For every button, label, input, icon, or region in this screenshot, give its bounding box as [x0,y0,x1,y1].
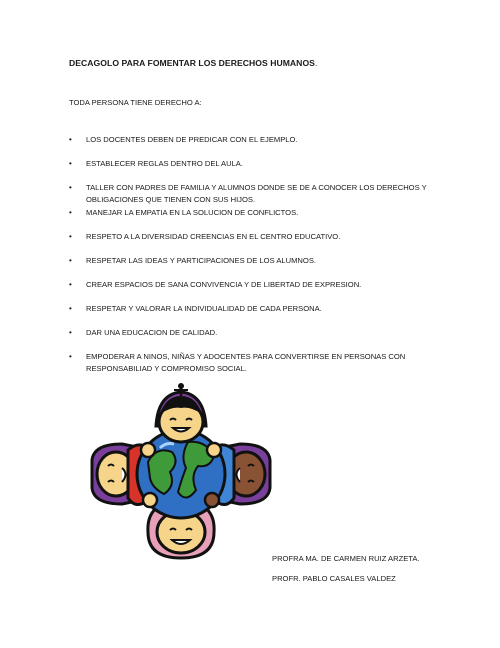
bullet: • [69,352,72,361]
list-item-text: RESPETAR Y VALORAR LA INDIVIDUALIDAD DE CADA PERSONA. [86,304,322,313]
top-child [156,383,206,442]
list-item [69,134,436,146]
list-item-text: RESPETAR LAS IDEAS Y PARTICIPACIONES DE LOS ALUMNOS. [86,256,316,265]
list-item-text: RESPETO A LA DIVERSIDAD CREENCIAS EN EL CENTRO EDUCATIVO. [86,232,341,241]
list-item-text: CREAR ESPACIOS DE SANA CONVIVENCIA Y DE LIBERTAD DE EXPRESION. [86,280,362,289]
bullet: • [69,304,72,313]
list-item [69,158,436,170]
bullet: • [69,208,72,217]
intro-text: TODA PERSONA TIENE DERECHO A: [69,98,202,107]
list-item [69,279,436,291]
document-title-text: DECAGOLO PARA FOMENTAR LOS DERECHOS HUMANOS [69,58,315,68]
children-around-globe-icon [86,382,276,560]
bullet: • [69,280,72,289]
bullet: • [69,232,72,241]
bullet: • [69,328,72,337]
list-item [69,327,436,339]
list-item-text: TALLER CON PADRES DE FAMILIA Y ALUMNOS DONDE SE DE A CONOCER LOS DERECHOS Y OBLIGACIONES QUE TIENEN CON SUS HIJOS. [86,183,427,204]
list-item [69,182,436,205]
bullet: • [69,135,72,144]
bullet: • [69,256,72,265]
signature-line: PROFRA MA. DE CARMEN RUIZ ARZETA. [272,554,420,563]
bullet: • [69,183,72,192]
bullet: • [69,159,72,168]
list-item [69,207,436,219]
list-item [69,255,436,267]
list-item-text: LOS DOCENTES DEBEN DE PREDICAR CON EL EJEMPLO. [86,135,298,144]
list-item-text: ESTABLECER REGLAS DENTRO DEL AULA. [86,159,243,168]
list-item-text: MANEJAR LA EMPATIA EN LA SOLUCION DE CONFLICTOS. [86,208,299,217]
document-title [69,58,317,68]
document-title-suffix: . [314,58,318,68]
list-item [69,351,436,374]
signature-line: PROFR. PABLO CASALES VALDEZ [272,574,396,583]
list-item [69,303,436,315]
list-item-text: DAR UNA EDUCACION DE CALIDAD. [86,328,218,337]
list-item-text: EMPODERAR A NINOS, NIÑAS Y ADOCENTES PARA CONVERTIRSE EN PERSONAS CON RESPONSABILIAD Y COMPROMISO SOCIAL. [86,352,406,373]
list-item [69,231,436,243]
